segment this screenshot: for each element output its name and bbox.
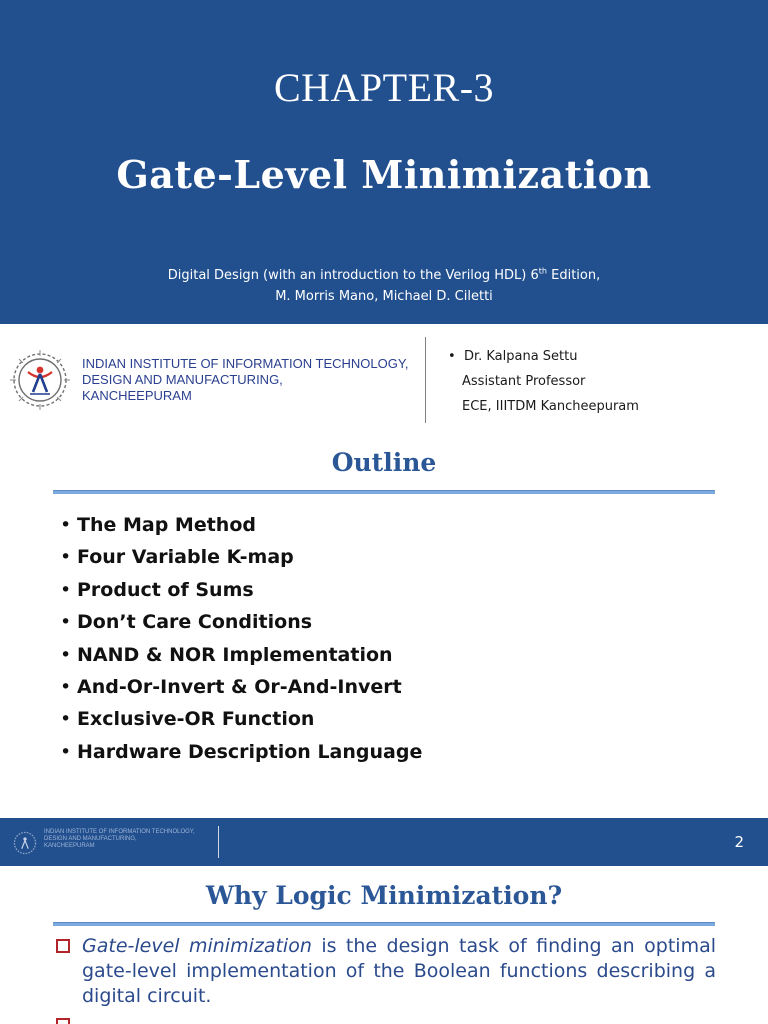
footer-institute-line1: INDIAN INSTITUTE OF INFORMATION TECHNOLOGY,	[44, 829, 195, 835]
list-item	[60, 543, 720, 575]
why-bullet-text	[56, 934, 716, 1009]
footer-logo-icon	[12, 830, 38, 856]
institute-name	[82, 356, 422, 404]
list-item-text: The Map Method	[77, 514, 256, 536]
list-item	[60, 576, 720, 608]
book-title: Digital Design (with an introduction to the Verilog HDL) 6	[167, 268, 539, 283]
list-bullet: •	[60, 546, 72, 569]
why-description: is the design task of finding an optimal gate-level implementation of the Boolean functions describing a digital circuit.	[82, 935, 716, 1007]
institute-name-line3: KANCHEEPURAM	[82, 388, 192, 403]
book-edition: Edition,	[546, 268, 601, 283]
author-block	[448, 344, 758, 419]
outline-title: Outline	[331, 448, 437, 477]
list-item-text: Hardware Description Language	[77, 740, 423, 763]
institute-band	[0, 324, 768, 436]
list-item-text: Don’t Care Conditions	[77, 611, 313, 634]
list-item-text: Product of Sums	[77, 578, 254, 601]
list-item	[60, 511, 720, 543]
title-underline	[53, 490, 715, 494]
institute-name-line2: DESIGN AND MANUFACTURING,	[82, 372, 283, 387]
list-item	[60, 738, 720, 770]
why-bullet-item	[56, 934, 716, 1009]
list-item-text: And-Or-Invert & Or-And-Invert	[77, 675, 402, 698]
footer-institute-line2: DESIGN AND MANUFACTURING,	[44, 836, 137, 842]
list-bullet: •	[60, 643, 72, 666]
outline-list	[60, 511, 720, 770]
list-item	[60, 705, 720, 737]
list-bullet: •	[60, 740, 72, 763]
footer-institute-line3: KANCHEEPURAM	[44, 843, 95, 849]
institute-name-line1: INDIAN INSTITUTE OF INFORMATION TECHNOLOGY,	[82, 356, 409, 371]
edition-superscript: th	[538, 266, 547, 276]
square-bullet-icon	[56, 939, 70, 953]
author-bullet: •	[448, 349, 456, 364]
list-item-text: Four Variable K-map	[77, 546, 294, 569]
square-bullet-icon	[56, 1018, 70, 1024]
list-bullet: •	[60, 578, 72, 601]
institute-logo-icon	[8, 348, 72, 412]
list-bullet: •	[60, 708, 72, 731]
list-bullet: •	[60, 675, 72, 698]
slide-footer	[0, 818, 768, 866]
page-number: 2	[734, 833, 744, 851]
list-item	[60, 608, 720, 640]
author-role: Assistant Professor	[462, 374, 586, 389]
why-title-underline	[53, 922, 715, 926]
footer-divider	[218, 826, 219, 858]
book-reference	[0, 268, 768, 283]
chapter-label: CHAPTER-3	[273, 65, 495, 110]
author-dept: ECE, IIITDM Kancheepuram	[462, 399, 639, 414]
list-item	[60, 641, 720, 673]
vertical-divider	[425, 337, 426, 423]
list-item	[60, 673, 720, 705]
slide-title: Gate-Level Minimization	[116, 152, 652, 197]
author-name: Dr. Kalpana Settu	[463, 349, 578, 364]
footer-institute	[44, 829, 224, 850]
why-title: Why Logic Minimization?	[205, 881, 563, 910]
list-bullet: •	[60, 611, 72, 634]
title-banner	[0, 0, 768, 324]
list-item-text: Exclusive-OR Function	[77, 708, 315, 731]
why-emphasis: Gate-level minimization	[82, 935, 312, 957]
list-bullet: •	[60, 514, 72, 536]
book-authors: M. Morris Mano, Michael D. Ciletti	[275, 289, 493, 304]
list-item-text: NAND & NOR Implementation	[77, 643, 393, 666]
author-name-line	[448, 344, 758, 369]
